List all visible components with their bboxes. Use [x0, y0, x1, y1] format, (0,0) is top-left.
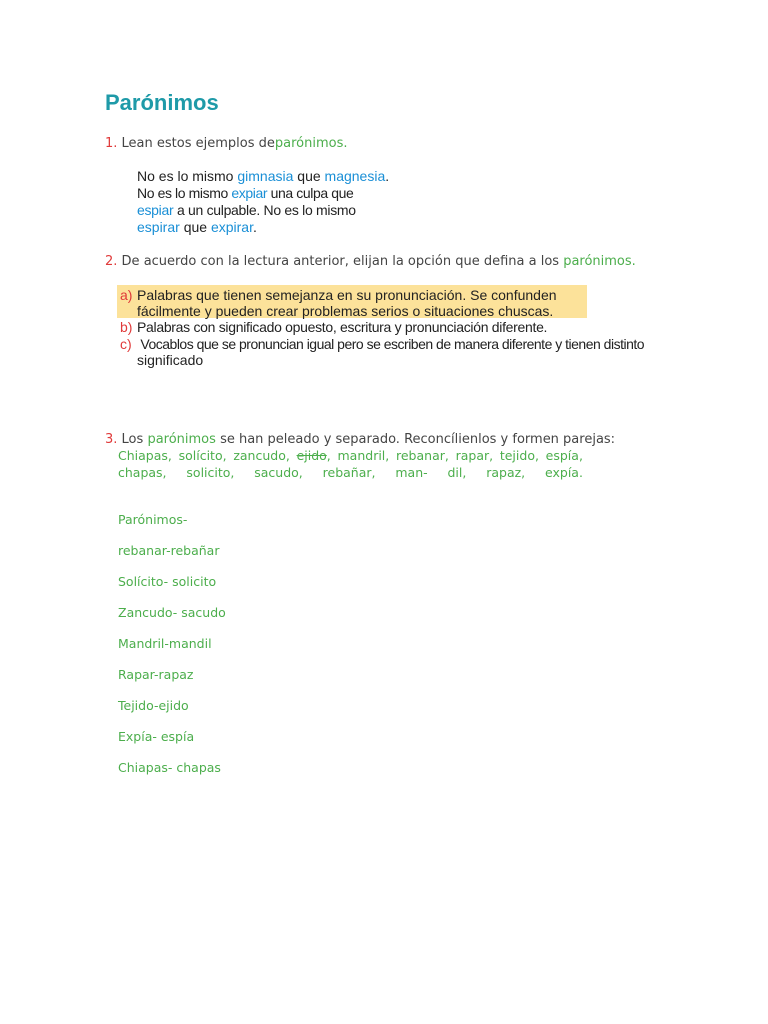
question-3-text: se han peleado y separado. Reconcílienlos y formen parejas: — [220, 432, 616, 447]
word: man- — [395, 465, 428, 480]
answer-line: Parónimos- — [118, 512, 188, 527]
example-line-3 — [137, 202, 356, 219]
option-c[interactable] — [120, 336, 644, 368]
example-text: . — [252, 219, 257, 235]
option-text: Palabras que tienen semejanza en su pronunciación. Se confunden — [137, 287, 557, 303]
example-line-1 — [137, 168, 389, 185]
example-word: expirar — [210, 219, 253, 235]
option-text: fácilmente y pueden crear problemas serios o situaciones chuscas. — [137, 303, 554, 319]
option-text: significado — [137, 352, 204, 368]
option-text: Vocablos que se pronuncian igual pero se escriben de manera diferente y tienen distinto — [137, 336, 645, 352]
question-1 — [105, 136, 347, 151]
word: solícito, — [178, 448, 227, 463]
question-2-highlight: parónimos. — [563, 254, 636, 269]
word: rapar, — [455, 448, 494, 463]
word: espía, — [545, 448, 583, 463]
question-1-number: 1. — [105, 136, 118, 151]
example-text: que — [183, 219, 208, 235]
example-word: gimnasia — [237, 168, 294, 184]
word: tejido, — [499, 448, 539, 463]
option-a[interactable] — [120, 287, 557, 319]
option-b[interactable] — [120, 319, 547, 335]
answer-line: Expía- espía — [118, 729, 195, 744]
example-word: espirar — [137, 219, 180, 235]
question-2-text: De acuerdo con la lectura anterior, elijan la opción que defina a los — [121, 254, 560, 269]
word: expía. — [545, 465, 583, 480]
word: chapas, — [118, 465, 167, 480]
page-title: Parónimos — [105, 90, 219, 115]
word: , — [326, 448, 331, 463]
example-text: . — [385, 168, 390, 184]
answer-line: Tejido-ejido — [118, 698, 189, 713]
question-1-highlight: parónimos. — [274, 136, 348, 151]
option-letter: c) — [120, 336, 132, 352]
answer-line: Solícito- solicito — [118, 574, 217, 589]
word: solicito, — [186, 465, 235, 480]
word: rapaz, — [486, 465, 526, 480]
word: sacudo, — [254, 465, 303, 480]
word: mandril, — [337, 448, 390, 463]
question-3-text: Los — [121, 432, 144, 447]
question-2 — [105, 254, 636, 269]
question-3-highlight: parónimos — [147, 432, 216, 447]
example-line-4 — [137, 219, 257, 236]
word-list-row-2 — [118, 465, 583, 480]
word-crossed-out: ejido — [296, 448, 327, 463]
answer-line: Mandril-mandil — [118, 636, 212, 651]
example-text: a un culpable. No es lo mismo — [176, 202, 356, 218]
question-1-text: Lean estos ejemplos de — [121, 136, 275, 151]
word: dil, — [447, 465, 467, 480]
word-list-row-1 — [118, 448, 583, 463]
word: rebañar, — [322, 465, 376, 480]
example-text: No es lo mismo — [137, 168, 234, 184]
option-letter: b) — [120, 319, 133, 335]
option-text: Palabras con significado opuesto, escritura y pronunciación diferente. — [137, 319, 548, 335]
answer-line: Chiapas- chapas — [118, 760, 221, 775]
example-word: magnesia — [324, 168, 386, 184]
example-line-2 — [137, 185, 353, 202]
answer-line: Zancudo- sacudo — [118, 605, 226, 620]
word: zancudo, — [233, 448, 290, 463]
example-text: que — [297, 168, 321, 184]
word: Chiapas, — [118, 448, 172, 463]
example-text: No es lo mismo — [137, 185, 228, 201]
example-word: espiar — [137, 202, 174, 218]
question-3-number: 3. — [105, 432, 118, 447]
question-3 — [105, 432, 615, 447]
word: rebanar, — [396, 448, 449, 463]
example-text: una culpa que — [270, 185, 354, 201]
option-letter: a) — [120, 287, 133, 303]
example-word: expiar — [231, 185, 268, 201]
question-2-number: 2. — [105, 254, 118, 269]
answer-line: rebanar-rebañar — [118, 543, 220, 558]
answer-line: Rapar-rapaz — [118, 667, 194, 682]
